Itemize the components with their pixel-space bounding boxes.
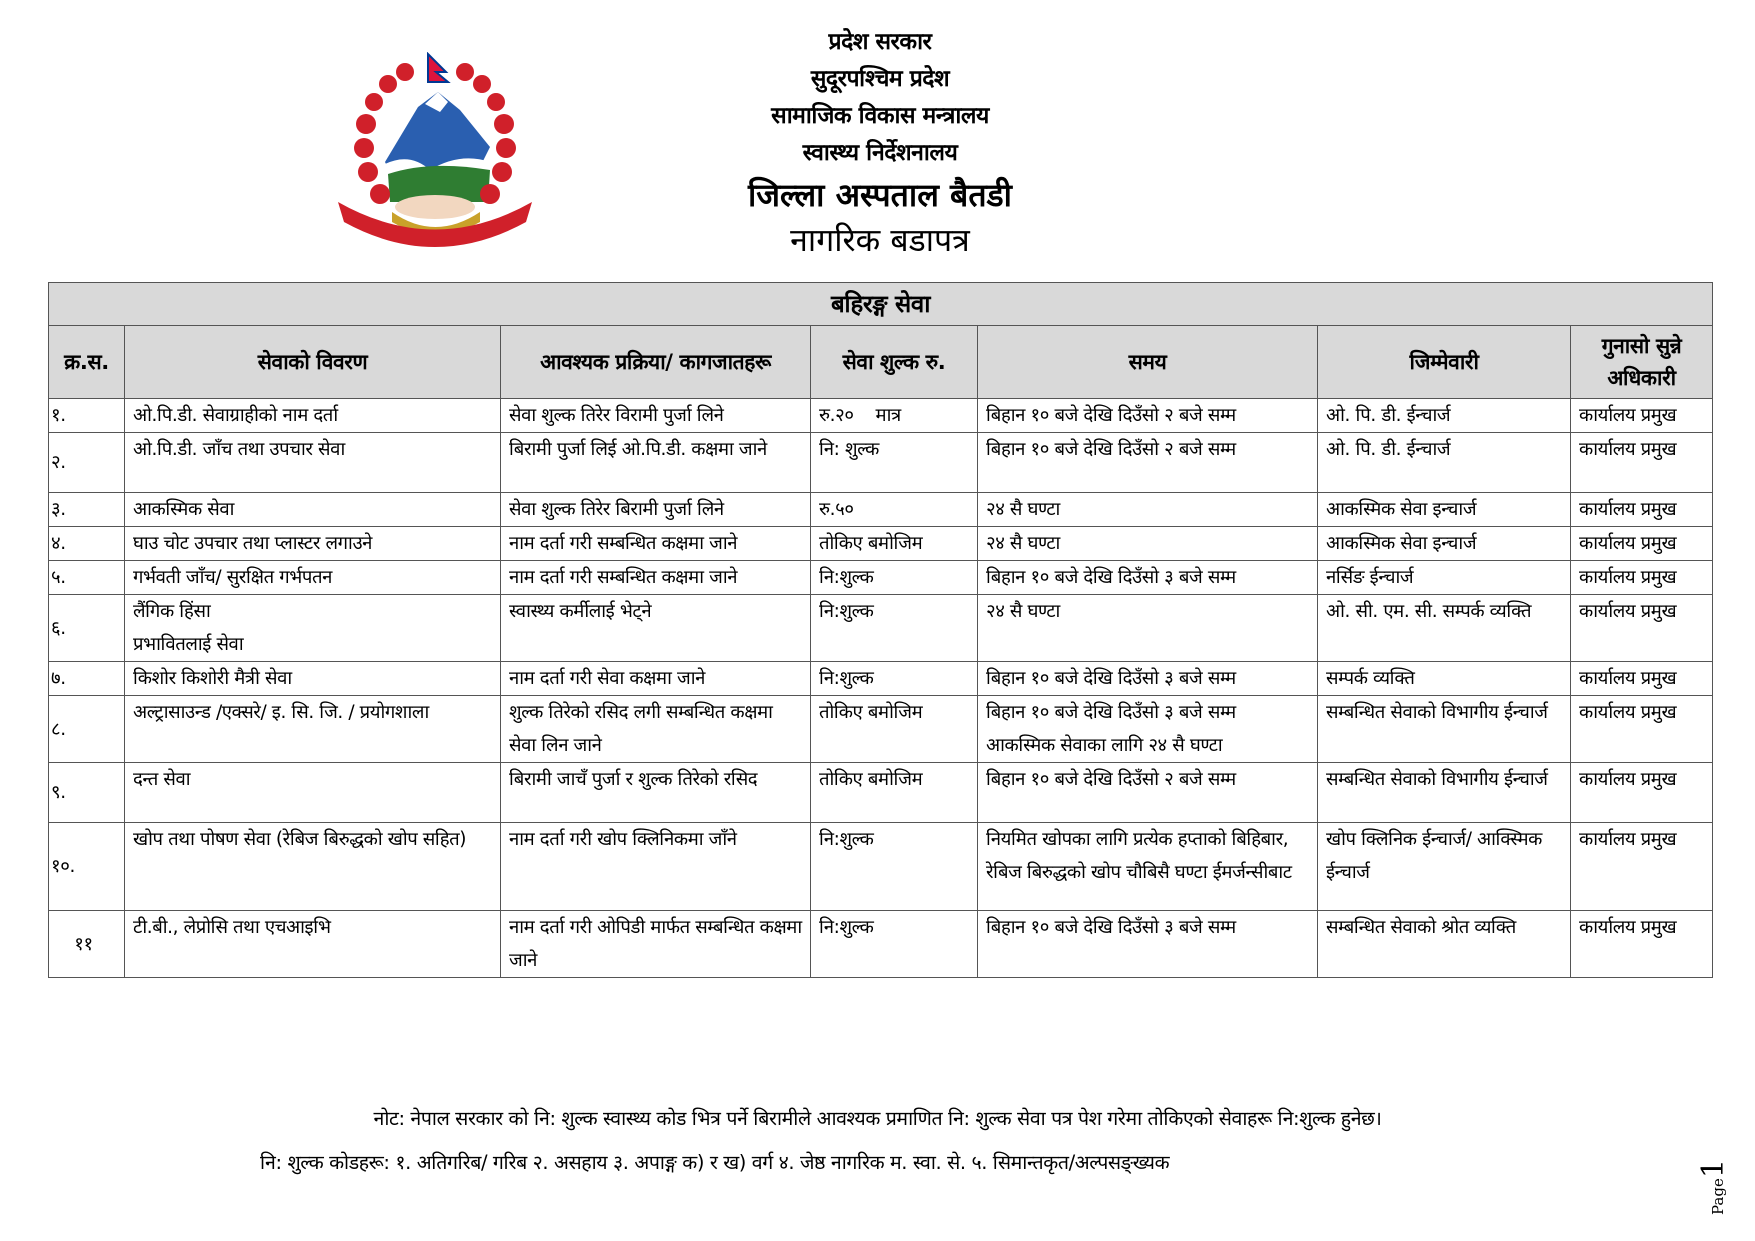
cell-fee: तोकिए बमोजिम (811, 696, 978, 763)
table-row (49, 696, 1713, 763)
cell-grievance: कार्यालय प्रमुख (1571, 595, 1713, 662)
cell-grievance: कार्यालय प्रमुख (1571, 527, 1713, 561)
cell-time: बिहान १० बजे देखि दिउँसो ३ बजे सम्म (978, 911, 1318, 978)
cell-sn: ६. (49, 595, 125, 662)
cell-responsible: खोप क्लिनिक ईन्चार्ज/ आक्स्मिक ईन्चार्ज (1318, 823, 1571, 911)
column-header-serial: क्र.स. (49, 326, 125, 399)
cell-process: नाम दर्ता गरी सम्बन्धित कक्षमा जाने (501, 527, 811, 561)
table-row (49, 823, 1713, 911)
cell-responsible: नर्सिङ ईन्चार्ज (1318, 561, 1571, 595)
cell-service: गर्भवती जाँच/ सुरक्षित गर्भपतन (125, 561, 501, 595)
header-line-directorate: स्वास्थ्य निर्देशनालय (802, 140, 958, 166)
cell-time: २४ सै घण्टा (978, 493, 1318, 527)
hospital-name: जिल्ला अस्पताल बैतडी (748, 176, 1012, 214)
cell-process: स्वास्थ्य कर्मीलाई भेट्ने (501, 595, 811, 662)
cell-service: किशोर किशोरी मैत्री सेवा (125, 662, 501, 696)
column-header-responsible: जिम्मेवारी (1318, 326, 1571, 399)
table-row (49, 911, 1713, 978)
cell-sn: ३. (49, 493, 125, 527)
nepal-emblem-logo (330, 52, 540, 248)
cell-service: ओ.पि.डी. सेवाग्राहीको नाम दर्ता (125, 399, 501, 433)
cell-process: सेवा शुल्क तिरेर विरामी पुर्जा लिने (501, 399, 811, 433)
cell-sn: २. (49, 433, 125, 493)
cell-fee: रु.५० (811, 493, 978, 527)
cell-sn: ७. (49, 662, 125, 696)
cell-sn: १. (49, 399, 125, 433)
cell-service: खोप तथा पोषण सेवा (रेबिज बिरुद्धको खोप सहित) (125, 823, 501, 911)
service-table (48, 282, 1713, 978)
cell-process: नाम दर्ता गरी खोप क्लिनिकमा जाँने (501, 823, 811, 911)
column-header-grievance: गुनासो सुन्ने अधिकारी (1571, 326, 1713, 399)
table-row (49, 662, 1713, 696)
cell-responsible: ओ. पि. डी. ईन्चार्ज (1318, 433, 1571, 493)
section-title: बहिरङ्ग सेवा (49, 283, 1713, 326)
cell-grievance: कार्यालय प्रमुख (1571, 433, 1713, 493)
column-header-process: आवश्यक प्रक्रिया/ कागजातहरू (501, 326, 811, 399)
cell-time: बिहान १० बजे देखि दिउँसो ३ बजे सम्म (978, 561, 1318, 595)
cell-grievance: कार्यालय प्रमुख (1571, 561, 1713, 595)
cell-fee: तोकिए बमोजिम (811, 763, 978, 823)
cell-process: बिरामी पुर्जा लिई ओ.पि.डी. कक्षमा जाने (501, 433, 811, 493)
table-row (49, 763, 1713, 823)
table-row (49, 595, 1713, 662)
document-header (600, 24, 1160, 262)
document-title: नागरिक बडापत्र (790, 221, 970, 259)
cell-sn: ९. (49, 763, 125, 823)
cell-time: २४ सै घण्टा (978, 595, 1318, 662)
cell-grievance: कार्यालय प्रमुख (1571, 662, 1713, 696)
cell-time: बिहान १० बजे देखि दिउँसो २ बजे सम्म (978, 433, 1318, 493)
cell-responsible: सम्बन्धित सेवाको श्रोत व्यक्ति (1318, 911, 1571, 978)
cell-process: नाम दर्ता गरी सेवा कक्षमा जाने (501, 662, 811, 696)
cell-responsible: सम्बन्धित सेवाको विभागीय ईन्चार्ज (1318, 763, 1571, 823)
page-number-value: 1 (1696, 1159, 1731, 1179)
column-header-fee: सेवा शुल्क रु. (811, 326, 978, 399)
free-codes-line: नि: शुल्क कोडहरू: १. अतिगरिब/ गरिब २. असहाय ३. अपाङ्ग क) र ख) वर्ग ४. जेष्ठ नागरिक म. स्वा. से. ५. सिमान्तकृत/अल्पसङ्ख्यक (260, 1151, 1170, 1174)
page-word: Page (1709, 1178, 1727, 1215)
cell-service: दन्त सेवा (125, 763, 501, 823)
cell-time: बिहान १० बजे देखि दिउँसो ३ बजे सम्म आकस्मिक सेवाका लागि २४ सै घण्टा (978, 696, 1318, 763)
cell-time: नियमित खोपका लागि प्रत्येक हप्ताको बिहिबार, रेबिज बिरुद्धको खोप चौबिसै घण्टा ईमर्जन्सीबाट (978, 823, 1318, 911)
cell-service: अल्ट्रासाउन्ड /एक्सरे/ इ. सि. जि. / प्रयोगशाला (125, 696, 501, 763)
cell-time: बिहान १० बजे देखि दिउँसो २ बजे सम्म (978, 763, 1318, 823)
cell-grievance: कार्यालय प्रमुख (1571, 763, 1713, 823)
cell-service: आकस्मिक सेवा (125, 493, 501, 527)
cell-time: बिहान १० बजे देखि दिउँसो ३ बजे सम्म (978, 662, 1318, 696)
cell-responsible: ओ. सी. एम. सी. सम्पर्क व्यक्ति (1318, 595, 1571, 662)
cell-fee: रु.२० मात्र (811, 399, 978, 433)
cell-sn: ५. (49, 561, 125, 595)
table-row (49, 433, 1713, 493)
cell-process: सेवा शुल्क तिरेर बिरामी पुर्जा लिने (501, 493, 811, 527)
cell-service: घाउ चोट उपचार तथा प्लास्टर लगाउने (125, 527, 501, 561)
cell-responsible: ओ. पि. डी. ईन्चार्ज (1318, 399, 1571, 433)
header-line-province: सुदूरपश्चिम प्रदेश (810, 66, 950, 92)
cell-fee: तोकिए बमोजिम (811, 527, 978, 561)
cell-process: शुल्क तिरेको रसिद लगी सम्बन्धित कक्षमा सेवा लिन जाने (501, 696, 811, 763)
cell-process: नाम दर्ता गरी सम्बन्धित कक्षमा जाने (501, 561, 811, 595)
table-row (49, 493, 1713, 527)
cell-grievance: कार्यालय प्रमुख (1571, 911, 1713, 978)
cell-process: नाम दर्ता गरी ओपिडी मार्फत सम्बन्धित कक्षमा जाने (501, 911, 811, 978)
cell-grievance: कार्यालय प्रमुख (1571, 399, 1713, 433)
cell-fee: नि: शुल्क (811, 433, 978, 493)
page-number (1696, 1159, 1731, 1215)
note-line: नोट: नेपाल सरकार को नि: शुल्क स्वास्थ्य कोड भित्र पर्ने बिरामीले आवश्यक प्रमाणित नि: शुल्क सेवा पत्र पेश गरेमा तोकिएको सेवाहरू नि:शुल्क हुनेछ। (373, 1107, 1382, 1130)
cell-grievance: कार्यालय प्रमुख (1571, 823, 1713, 911)
cell-service: ओ.पि.डी. जाँच तथा उपचार सेवा (125, 433, 501, 493)
column-header-service: सेवाको विवरण (125, 326, 501, 399)
cell-responsible: सम्बन्धित सेवाको विभागीय ईन्चार्ज (1318, 696, 1571, 763)
cell-fee: नि:शुल्क (811, 595, 978, 662)
flag-icon (428, 54, 448, 82)
cell-process: बिरामी जाचँ पुर्जा र शुल्क तिरेको रसिद (501, 763, 811, 823)
cell-grievance: कार्यालय प्रमुख (1571, 696, 1713, 763)
cell-responsible: आकस्मिक सेवा इन्चार्ज (1318, 493, 1571, 527)
cell-sn: ४. (49, 527, 125, 561)
header-line-government: प्रदेश सरकार (828, 29, 932, 55)
cell-time: बिहान १० बजे देखि दिउँसो २ बजे सम्म (978, 399, 1318, 433)
cell-responsible: आकस्मिक सेवा इन्चार्ज (1318, 527, 1571, 561)
column-header-time: समय (978, 326, 1318, 399)
cell-fee: नि:शुल्क (811, 662, 978, 696)
table-row (49, 527, 1713, 561)
cell-service: लैंगिक हिंसा प्रभावितलाई सेवा (125, 595, 501, 662)
cell-service: टी.बी., लेप्रोसि तथा एचआइभि (125, 911, 501, 978)
cell-sn: १०. (49, 823, 125, 911)
cell-sn: ११ (49, 911, 125, 978)
cell-responsible: सम्पर्क व्यक्ति (1318, 662, 1571, 696)
cell-fee: नि:शुल्क (811, 561, 978, 595)
table-row (49, 399, 1713, 433)
cell-fee: नि:शुल्क (811, 911, 978, 978)
cell-grievance: कार्यालय प्रमुख (1571, 493, 1713, 527)
cell-sn: ८. (49, 696, 125, 763)
header-line-ministry: सामाजिक विकास मन्त्रालय (771, 103, 989, 129)
table-row (49, 561, 1713, 595)
cell-fee: नि:शुल्क (811, 823, 978, 911)
cell-time: २४ सै घण्टा (978, 527, 1318, 561)
